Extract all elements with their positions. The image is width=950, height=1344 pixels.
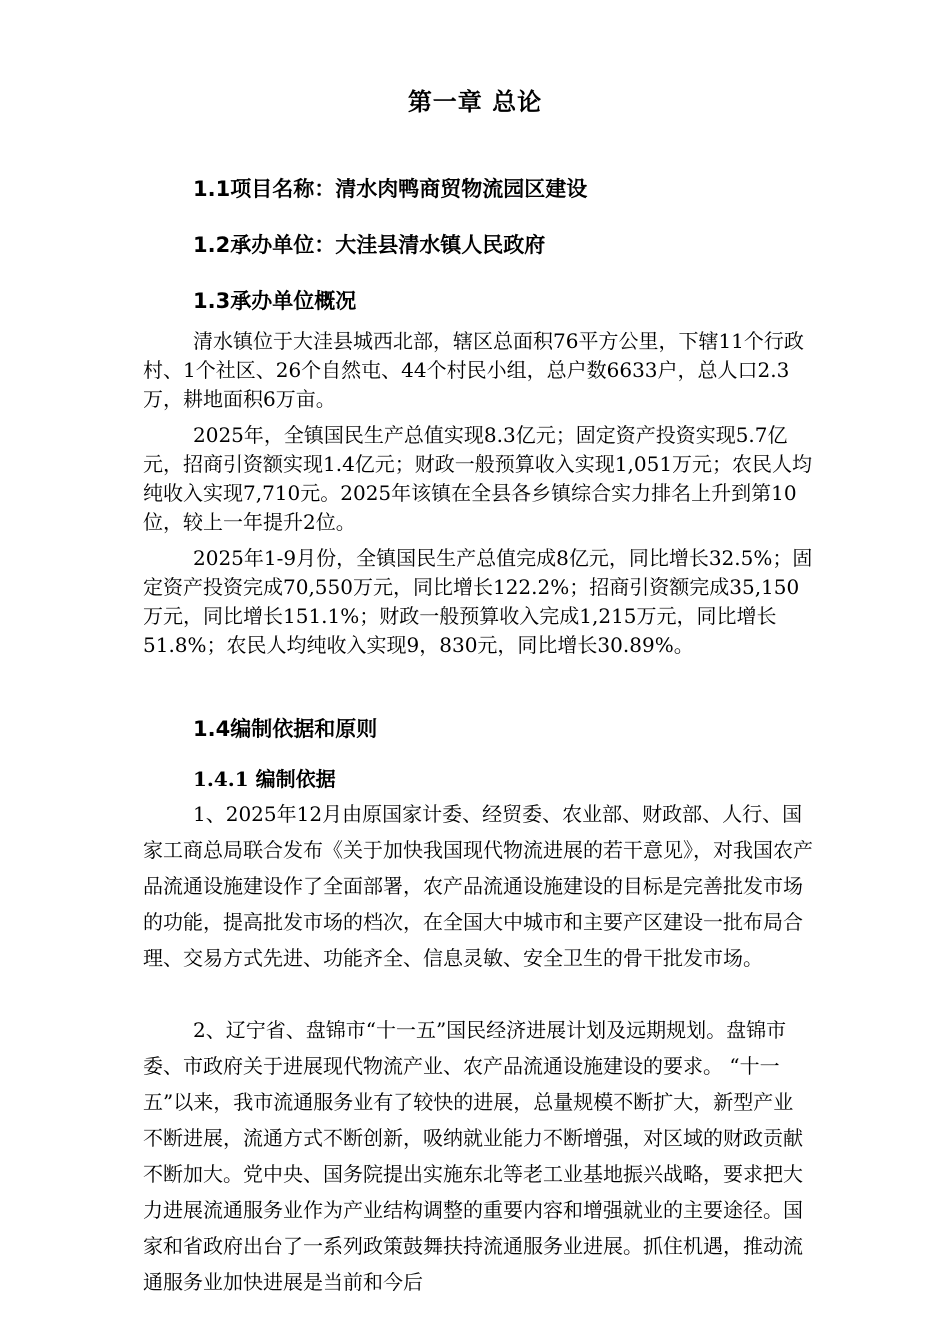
subsection-heading-basis: 1.4.1 编制依据 [193,767,336,791]
section-heading-organizer-overview: 1.3承办单位概况 [193,289,357,313]
paragraph-town-overview: 清水镇位于大洼县城西北部，辖区总面积76平方公里，下辖11个行政村、1个社区、26个自然屯、44个村民小组，总户数6633户，总人口2.3万，耕地面积6万亩。 [143,329,804,411]
paragraph-basis-1: 1、2025年12月由原国家计委、经贸委、农业部、财政部、人行、国家工商总局联合发布《关于加快我国现代物流进展的若干意见》，对我国农产品流通设施建设作了全面部署，农产品流通设施建设的目标是完善批发市场的功能，提高批发市场的档次，在全国大中城市和主要产区建设一批布局合理、交易方式先进、功能齐全、信息灵敏、安全卫生的骨干批发市场。 [143,802,813,970]
paragraph-jan-sep-economy: 2025年1-9月份，全镇国民生产总值完成8亿元，同比增长32.5%；固定资产投资完成70,550万元，同比增长122.2%；招商引资额完成35,150万元，同比增长151.1%；财政一般预算收入完成1,215万元，同比增长51.8%；农民人均纯收入实现9，830元，同比增长30.89%。 [143,546,813,657]
section-heading-basis-principles: 1.4编制依据和原则 [193,717,378,741]
section-heading-organizer: 1.2承办单位：大洼县清水镇人民政府 [193,233,546,257]
paragraph-basis-2: 2、辽宁省、盘锦市“十一五”国民经济进展计划及远期规划。盘锦市委、市政府关于进展现代物流产业、农产品流通设施建设的要求。 “十一五”以来，我市流通服务业有了较快的进展，总量规模不断扩大，新型产业不断进展，流通方式不断创新，吸纳就业能力不断增强，对区域的财政贡献不断加大。党中央、国务院提出实施东北等老工业基地振兴战略，要求把大力进展流通服务业作为产业结构调整的重要内容和增强就业的主要途径。国家和省政府出台了一系列政策鼓舞扶持流通服务业进展。抓住机遇，推动流通服务业加快进展是当前和今后 [143,1018,803,1294]
paragraph-2025-economy: 2025年，全镇国民生产总值实现8.3亿元；固定资产投资实现5.7亿元，招商引资额实现1.4亿元；财政一般预算收入实现1,051万元；农民人均纯收入实现7,710元。2025年该镇在全县各乡镇综合实力排名上升到第10位，较上一年提升2位。 [143,423,813,534]
section-heading-project-name: 1.1项目名称：清水肉鸭商贸物流园区建设 [193,177,588,201]
chapter-title: 第一章 总论 [407,88,543,116]
